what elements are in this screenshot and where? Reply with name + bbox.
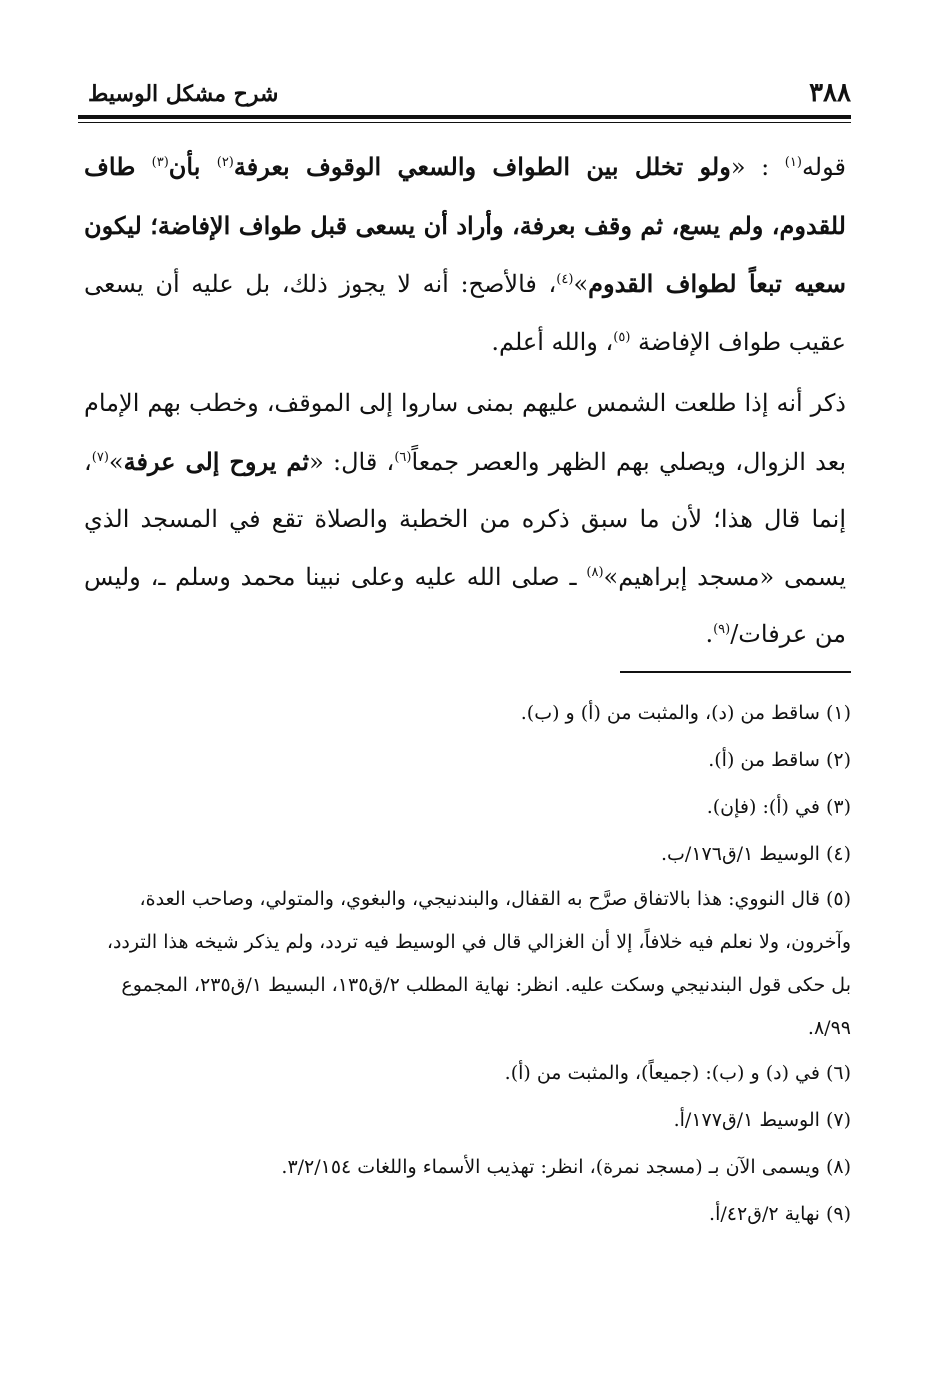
commentary-text-end: ، والله أعلم.	[491, 327, 614, 356]
commentary-text: ، فالأصح: أنه لا يجوز ذلك، بل عليه أن يسعى عقيب طواف الإفاضة	[84, 270, 846, 356]
footnote-text: الوسيط ١/ق١٧٦/ب.	[660, 843, 820, 865]
footnote-ref-8: (٨)	[586, 564, 604, 580]
footnote-number: (٨)	[825, 1156, 851, 1178]
quote-open: : «	[730, 153, 785, 181]
quoted-text-cont: بأن	[168, 152, 217, 181]
footnote-5	[96, 878, 851, 1050]
paragraph-1	[84, 138, 846, 371]
footnote-number: (٧)	[825, 1109, 851, 1131]
header-rule-thick	[78, 115, 851, 119]
quote-close-2: »	[108, 447, 124, 476]
footnote-ref-6: (٦)	[394, 449, 412, 465]
footnote-number: (٣)	[825, 796, 851, 818]
footnote-7	[96, 1097, 851, 1144]
quote-close: »	[573, 270, 589, 298]
footnote-text: ساقط من (أ).	[708, 749, 820, 771]
main-text	[84, 138, 846, 664]
quoted-text: ولو تخلل بين الطواف والسعي الوقوف بعرفة	[233, 152, 731, 181]
paragraph-2-text: ذكر أنه إذا طلعت الشمس عليهم بمنى ساروا إلى الموقف، وخطب بهم الإمام بعد الزوال، ويصلي بهم الظهر والعصر جمعاً	[84, 389, 847, 476]
footnotes	[96, 690, 851, 1238]
footnote-3	[96, 784, 851, 831]
footnote-ref-5: (٥)	[613, 329, 631, 345]
paragraph-2-explanation: ، إنما قال هذا؛ لأن ما سبق ذكره من الخطبة والصلاة تقع في المسجد الذي يسمى «مسجد إبراهيم»	[84, 447, 846, 591]
footnote-ref-2: (٢)	[216, 155, 234, 170]
footnote-number: (٥)	[825, 888, 851, 910]
footnote-text: ويسمى الآن بـ (مسجد نمرة)، انظر: تهذيب الأسماء واللغات ٣/٢/١٥٤.	[281, 1156, 820, 1178]
paragraph-2-salawat: ـ صلى الله عليه وعلى نبينا محمد وسلم ـ، وليس من عرفات/	[84, 562, 846, 648]
footnote-9	[96, 1191, 851, 1238]
footnote-text: الوسيط ١/ق١٧٧/أ.	[673, 1109, 820, 1131]
footnote-separator	[620, 671, 851, 673]
footnote-number: (٦)	[825, 1062, 851, 1084]
footnote-ref-7: (٧)	[91, 449, 109, 465]
footnote-number: (٤)	[825, 843, 851, 865]
quoted-text-cont-2: طاف للقدوم، ولم يسع، ثم وقف بعرفة، وأراد أن يسعى قبل طواف الإفاضة؛ ليكون سعيه تبعاً لطواف القدوم	[84, 152, 846, 298]
footnote-number: (١)	[825, 702, 851, 724]
footnote-2	[96, 737, 851, 784]
footnote-text: في (أ): (فإن).	[706, 796, 820, 818]
page-number: ٣٨٨	[809, 78, 851, 108]
footnote-number: (٩)	[825, 1203, 851, 1225]
footnote-text: في (د) و (ب): (جميعاً)، والمثبت من (أ).	[504, 1062, 820, 1084]
running-title: شرح مشكل الوسيط	[88, 81, 279, 107]
footnote-text: نهاية ٢/ق٤٢/أ.	[709, 1203, 820, 1225]
footnote-4	[96, 831, 851, 878]
footnote-ref-3: (٣)	[151, 155, 169, 170]
page-header	[78, 78, 851, 112]
quote-intro: قوله	[801, 153, 846, 181]
footnote-text: ساقط من (د)، والمثبت من (أ) و (ب).	[520, 702, 820, 724]
footnote-ref-4: (٤)	[556, 272, 574, 287]
paragraph-2	[84, 375, 846, 664]
footnote-ref-9: (٩)	[713, 622, 731, 637]
quoted-text-2: ثم يروح إلى عرفة	[123, 446, 310, 476]
paragraph-2-qal: ، قال: «	[309, 447, 395, 476]
footnote-number: (٢)	[825, 749, 851, 771]
footnote-text: قال النووي: هذا بالاتفاق صرَّح به القفال، والبندنيجي، والبغوي، والمتولي، وصاحب العدة، وآخرون، ولا نعلم فيه خلافاً، إلا أن الغزالي قال في الوسيط فيه تردد، ولم يذكر شيخه هذا التردد، بل حكى قول البندنيجي وسكت عليه. انظر: نهاية المطلب ٢/ق١٣٥، البسيط ١/ق٢٣٥، المجموع ٨/٩٩.	[106, 888, 851, 1039]
paragraph-2-end: .	[705, 620, 714, 648]
footnote-8	[96, 1144, 851, 1191]
footnote-1	[96, 690, 851, 737]
footnote-6	[96, 1050, 851, 1097]
footnote-ref-1: (١)	[784, 155, 802, 170]
header-rule-thin	[78, 122, 851, 123]
